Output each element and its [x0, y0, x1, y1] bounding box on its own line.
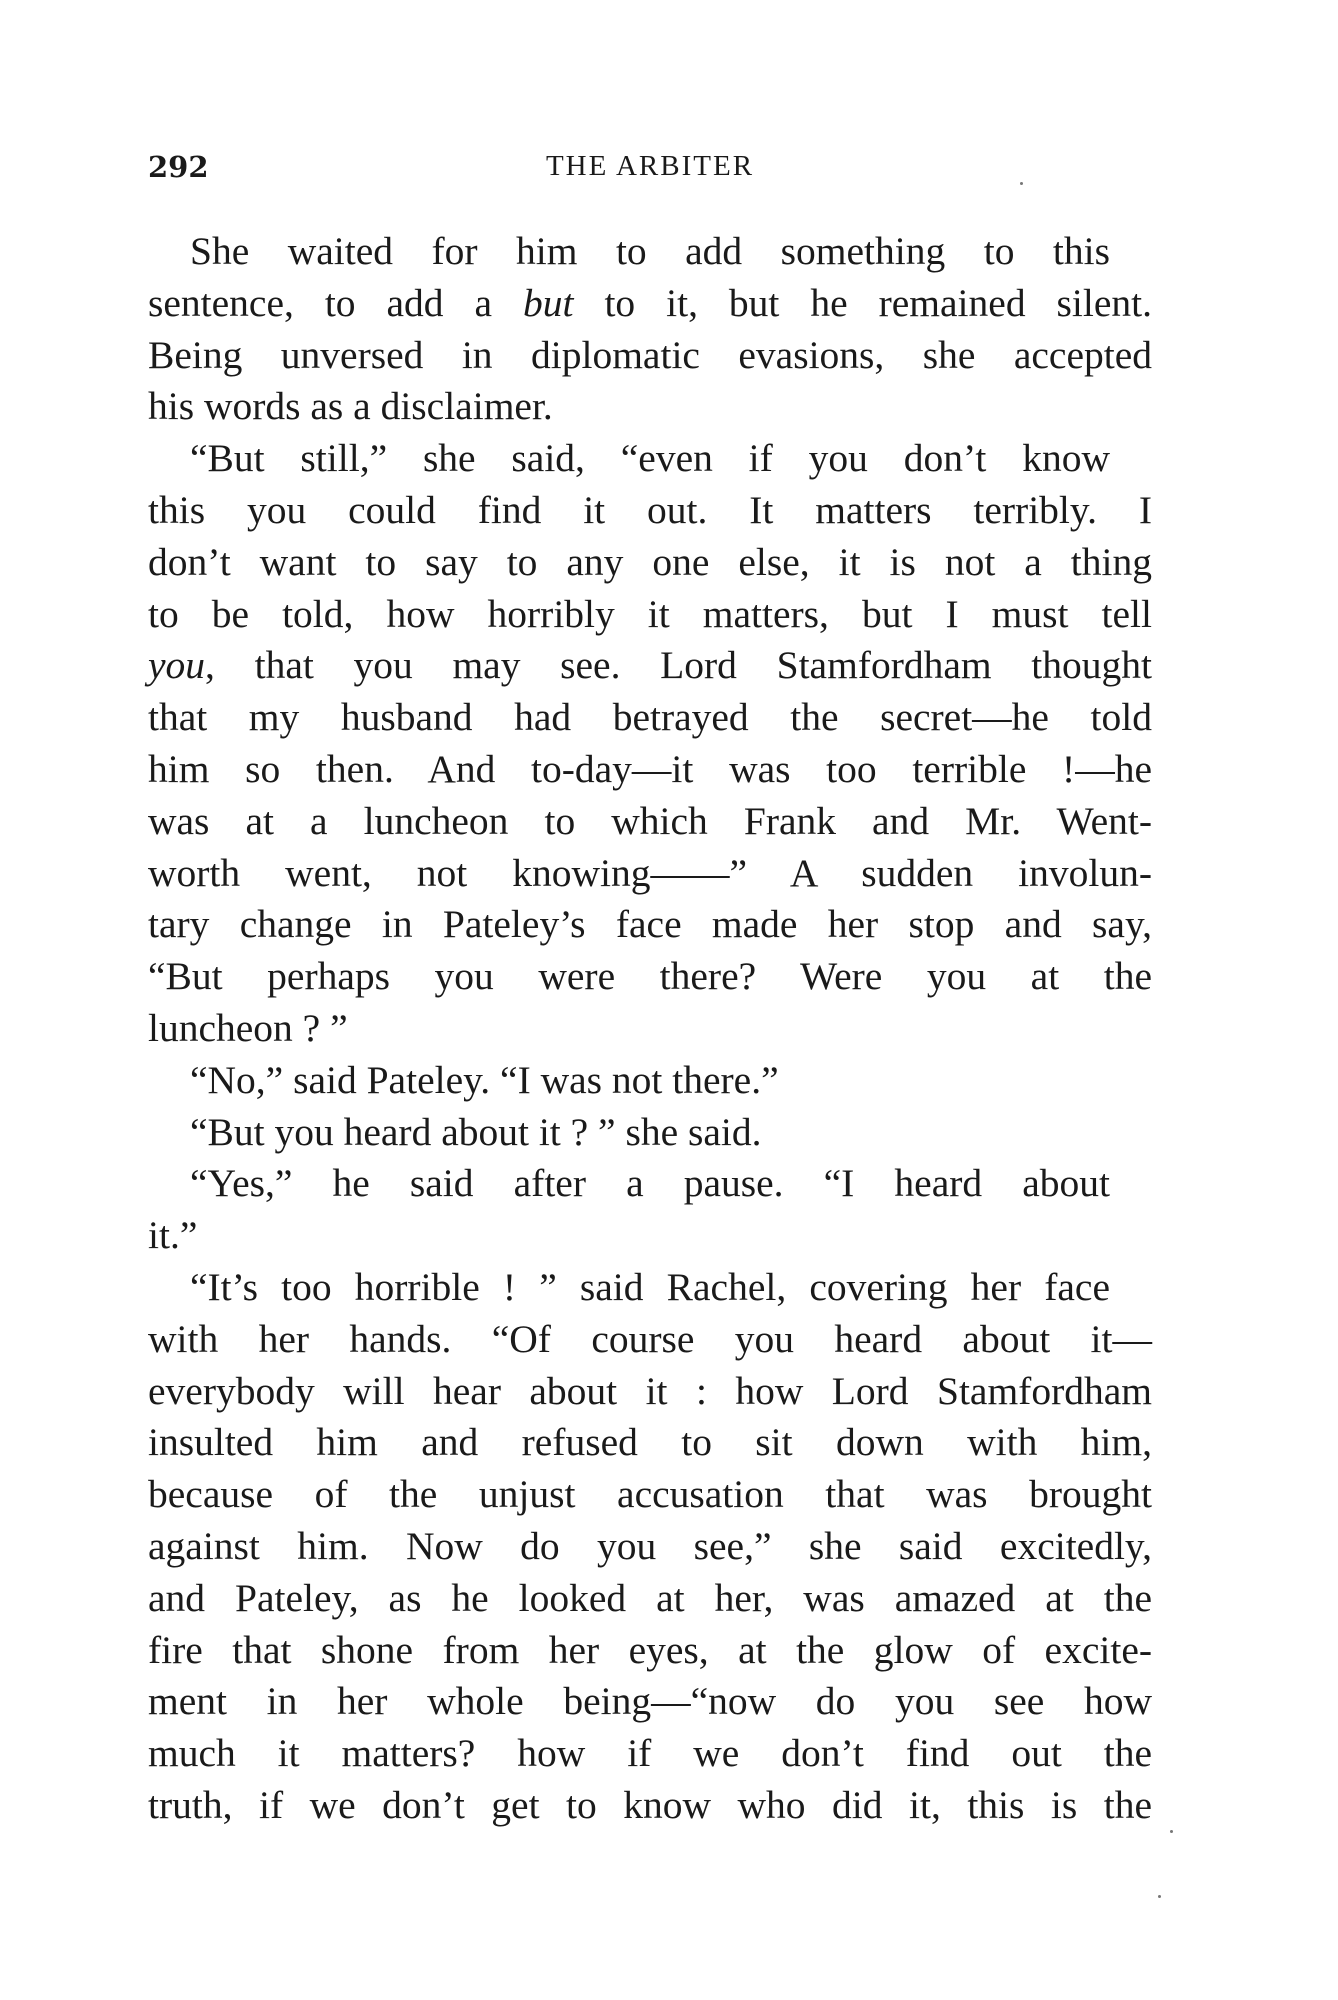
text-run: , that you may see. Lord Stamfordham thought [205, 643, 1152, 688]
text-line [148, 1469, 1152, 1521]
text-line-content: Being unversed in diplomatic evasions, she accepted [148, 332, 1152, 377]
running-head [148, 150, 1152, 190]
text-line-content: to be told, how horribly it matters, but I must tell [148, 591, 1152, 636]
text-line-content: tary change in Pateley’s face made her stop and say, [148, 902, 1152, 947]
text-line [148, 1728, 1152, 1780]
text-run: to it, but he remained silent. [573, 280, 1152, 325]
text-line-content: ment in her whole being—“now do you see how [148, 1679, 1152, 1724]
text-line-content: “But you heard about it ? ” she said. [190, 1109, 762, 1154]
body-text [148, 226, 1152, 1832]
paper-speck [1020, 182, 1023, 185]
text-line [148, 537, 1152, 589]
text-run: sentence, to add a [148, 280, 523, 325]
text-line [148, 899, 1152, 951]
text-line [148, 692, 1152, 744]
text-line [148, 1003, 1152, 1055]
text-line-content [148, 278, 1152, 330]
text-line [148, 1573, 1152, 1625]
text-line-content: his words as a disclaimer. [148, 384, 553, 429]
italic-word: but [523, 280, 574, 325]
text-line [148, 1158, 1152, 1210]
italic-word: you [148, 643, 206, 688]
text-line [148, 381, 1152, 433]
text-line-content: this you could find it out. It matters terribly. I [148, 487, 1152, 532]
text-line-content: don’t want to say to any one else, it is not a thing [148, 539, 1152, 584]
text-line [148, 433, 1152, 485]
text-line [148, 1314, 1152, 1366]
text-line-content: and Pateley, as he looked at her, was amazed at the [148, 1575, 1152, 1620]
text-line-content: She waited for him to add something to this [190, 229, 1110, 273]
text-line [148, 589, 1152, 641]
text-line [148, 1210, 1152, 1262]
text-line [148, 1107, 1152, 1159]
text-line-content [148, 640, 1152, 692]
text-line-content: against him. Now do you see,” she said excitedly, [148, 1523, 1152, 1568]
page-number: 292 [148, 150, 209, 184]
text-line-content: worth went, not knowing——” A sudden involun- [148, 850, 1152, 895]
text-line-content: with her hands. “Of course you heard about it— [148, 1316, 1152, 1361]
paper-speck [1158, 1895, 1161, 1898]
text-line [148, 1625, 1152, 1677]
text-line [148, 951, 1152, 1003]
text-line-content: because of the unjust accusation that was brought [148, 1472, 1152, 1517]
text-line [148, 848, 1152, 900]
text-line [148, 330, 1152, 382]
text-line [148, 1366, 1152, 1418]
text-line-content: “But perhaps you were there? Were you at the [148, 954, 1152, 999]
text-line-content: everybody will hear about it : how Lord Stamfordham [148, 1368, 1152, 1413]
text-line [148, 1262, 1152, 1314]
text-line [148, 796, 1152, 848]
text-line [148, 1055, 1152, 1107]
text-line-content: it.” [148, 1213, 198, 1258]
text-line [148, 226, 1152, 278]
text-line [148, 1780, 1152, 1832]
text-line [148, 744, 1152, 796]
text-line [148, 485, 1152, 537]
paper-speck [1170, 1830, 1173, 1833]
text-line [148, 640, 1152, 692]
text-line-content: “But still,” she said, “even if you don’t know [190, 436, 1110, 481]
running-title: THE ARBITER [545, 150, 755, 182]
text-line [148, 1417, 1152, 1469]
text-line-content: “It’s too horrible ! ” said Rachel, covering her face [190, 1264, 1110, 1309]
text-line-content: luncheon ? ” [148, 1005, 348, 1050]
text-line [148, 278, 1152, 330]
text-line-content: was at a luncheon to which Frank and Mr. Went- [148, 798, 1152, 843]
text-line-content: “Yes,” he said after a pause. “I heard about [190, 1161, 1110, 1206]
text-line-content: him so then. And to-day—it was too terrible !—he [148, 746, 1152, 791]
text-line-content: truth, if we don’t get to know who did it, this is the [148, 1782, 1152, 1827]
text-line-content: fire that shone from her eyes, at the glow of excite- [148, 1627, 1152, 1672]
text-line-content: “No,” said Pateley. “I was not there.” [190, 1057, 779, 1102]
text-line-content: insulted him and refused to sit down with him, [148, 1420, 1152, 1465]
text-line [148, 1521, 1152, 1573]
text-line [148, 1676, 1152, 1728]
text-line-content: that my husband had betrayed the secret—he told [148, 695, 1152, 740]
text-line-content: much it matters? how if we don’t find out the [148, 1731, 1152, 1776]
